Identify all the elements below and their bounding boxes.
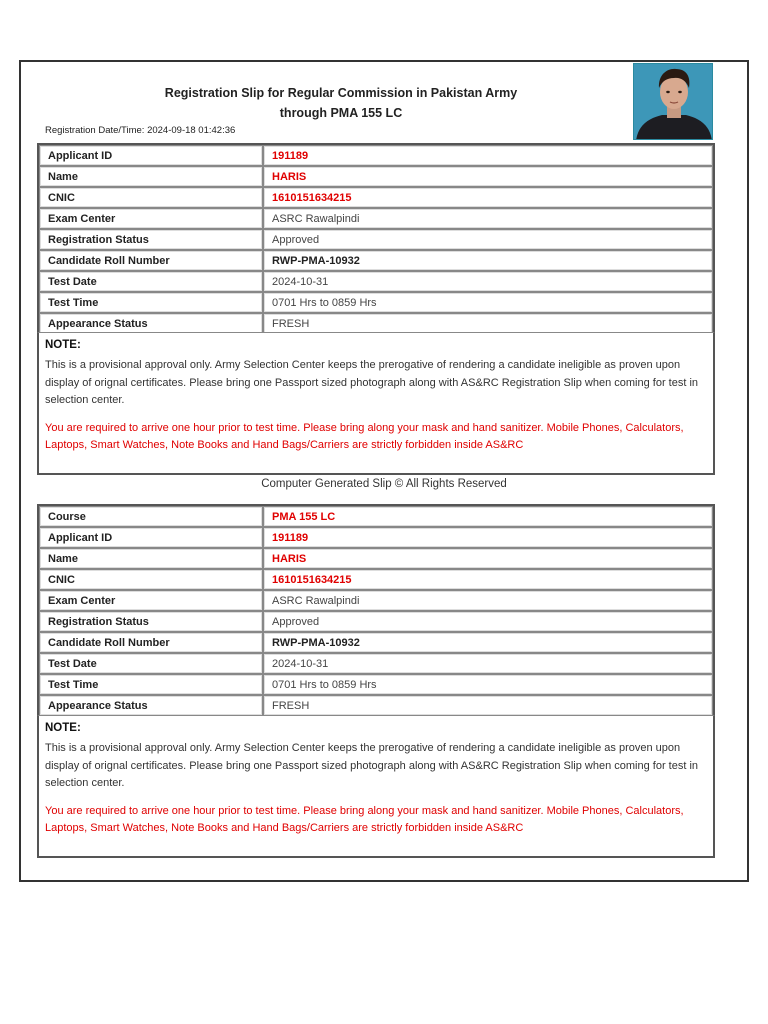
table-row (39, 229, 713, 250)
table-row (39, 292, 713, 313)
exam-center-label: Exam Center (39, 590, 263, 611)
name-value: HARIS (263, 166, 713, 187)
roll-number-label: Candidate Roll Number (39, 250, 263, 271)
note-title: NOTE: (45, 339, 81, 351)
applicant-id-label: Applicant ID (39, 527, 263, 548)
name-value: HARIS (263, 548, 713, 569)
note-warning: You are required to arrive one hour prior to test time. Please bring along your mask and hand sanitizer. Mobile Phones, Calculators, Laptops, Smart Watches, Note Books and Hand Bags/Carriers are strictly forbidden inside AS&RC (45, 421, 684, 451)
name-label: Name (39, 548, 263, 569)
roll-number-label: Candidate Roll Number (39, 632, 263, 653)
applicant-photo-image (634, 64, 713, 140)
table-row (39, 166, 713, 187)
cnic-value: 1610151634215 (263, 569, 713, 590)
table-row (39, 187, 713, 208)
slip-1-note-box (37, 332, 715, 475)
slip-2-details-table (37, 504, 715, 718)
table-row (39, 674, 713, 695)
roll-number-value: RWP-PMA-10932 (263, 250, 713, 271)
table-row (39, 527, 713, 548)
test-time-label: Test Time (39, 292, 263, 313)
cnic-label: CNIC (39, 187, 263, 208)
table-row (39, 208, 713, 229)
table-row (39, 313, 713, 334)
table-row (39, 653, 713, 674)
note-text: This is a provisional approval only. Army Selection Center keeps the prerogative of rendering a candidate ineligible as proven upon display of orignal certificates. Please bring one Passport sized photograph along with AS&RC Registration Slip when coming for test in selection center. (45, 359, 699, 406)
table-row (39, 590, 713, 611)
exam-center-label: Exam Center (39, 208, 263, 229)
table-row (39, 548, 713, 569)
registration-status-label: Registration Status (39, 229, 263, 250)
applicant-id-value: 191189 (263, 145, 713, 166)
test-time-value: 0701 Hrs to 0859 Hrs (263, 292, 713, 313)
registration-status-value: Approved (263, 611, 713, 632)
table-row (39, 250, 713, 271)
table-row (39, 569, 713, 590)
registration-datetime (45, 125, 235, 136)
cnic-label: CNIC (39, 569, 263, 590)
computer-generated-footer: Computer Generated Slip © All Rights Reserved (261, 478, 507, 490)
slip-2-note-box (37, 715, 715, 858)
exam-center-value: ASRC Rawalpindi (263, 208, 713, 229)
registration-datetime-value: 2024-09-18 01:42:36 (147, 125, 236, 136)
appearance-status-label: Appearance Status (39, 313, 263, 334)
slip-1-details-table (37, 143, 715, 336)
registration-datetime-label: Registration Date/Time: (45, 125, 145, 136)
exam-center-value: ASRC Rawalpindi (263, 590, 713, 611)
table-row (39, 506, 713, 527)
registration-status-label: Registration Status (39, 611, 263, 632)
cnic-value: 1610151634215 (263, 187, 713, 208)
slip-header (21, 62, 747, 142)
test-date-value: 2024-10-31 (263, 271, 713, 292)
test-time-value: 0701 Hrs to 0859 Hrs (263, 674, 713, 695)
registration-slip-page (19, 60, 749, 882)
test-date-value: 2024-10-31 (263, 653, 713, 674)
appearance-status-label: Appearance Status (39, 695, 263, 716)
name-label: Name (39, 166, 263, 187)
table-row (39, 632, 713, 653)
appearance-status-value: FRESH (263, 695, 713, 716)
test-date-label: Test Date (39, 271, 263, 292)
table-row (39, 271, 713, 292)
note-warning: You are required to arrive one hour prior to test time. Please bring along your mask and hand sanitizer. Mobile Phones, Calculators, Laptops, Smart Watches, Note Books and Hand Bags/Carriers are strictly forbidden inside AS&RC (45, 804, 684, 834)
table-row (39, 611, 713, 632)
slip-title: Registration Slip for Regular Commission in Pakistan Army (164, 86, 518, 100)
roll-number-value: RWP-PMA-10932 (263, 632, 713, 653)
note-title: NOTE: (45, 722, 81, 734)
test-date-label: Test Date (39, 653, 263, 674)
applicant-id-label: Applicant ID (39, 145, 263, 166)
course-value: PMA 155 LC (263, 506, 713, 527)
appearance-status-value: FRESH (263, 313, 713, 334)
table-row (39, 695, 713, 716)
course-label: Course (39, 506, 263, 527)
note-text: This is a provisional approval only. Army Selection Center keeps the prerogative of rendering a candidate ineligible as proven upon display of orignal certificates. Please bring one Passport sized photograph along with AS&RC Registration Slip when coming for test in selection center. (45, 742, 699, 789)
table-row (39, 145, 713, 166)
applicant-id-value: 191189 (263, 527, 713, 548)
registration-status-value: Approved (263, 229, 713, 250)
applicant-photo (633, 63, 713, 140)
slip-subtitle: through PMA 155 LC (279, 106, 403, 120)
test-time-label: Test Time (39, 674, 263, 695)
